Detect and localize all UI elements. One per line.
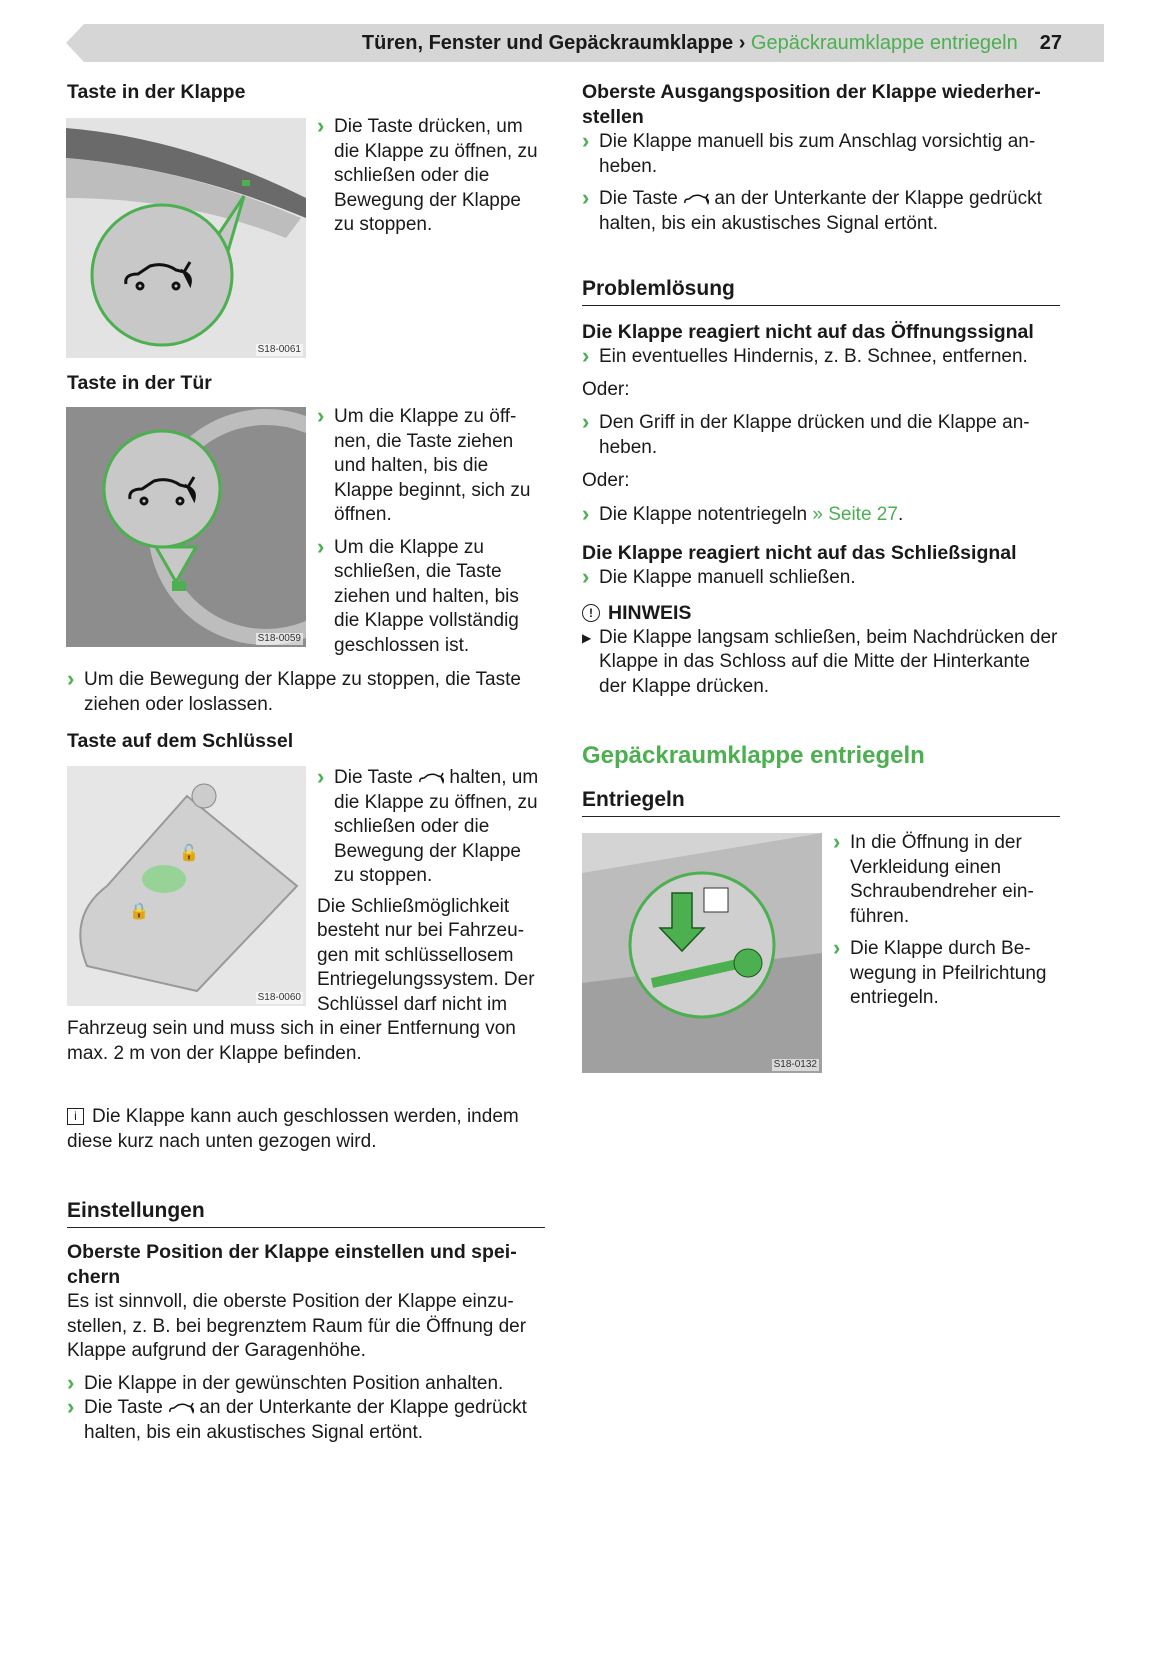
figure-tailgate-button — [66, 118, 306, 358]
release-illustration — [582, 833, 822, 1073]
schluessel-section — [67, 766, 545, 1066]
figure-emergency-release — [582, 833, 822, 1073]
trunk-button-icon — [168, 1402, 194, 1414]
bullet-item — [67, 1396, 545, 1445]
heading-problemloesung: Problemlösung — [582, 275, 1060, 306]
heading-taste-klappe: Taste in der Klappe — [67, 81, 246, 103]
bullet-item: › Die Klappe manuell schließen. — [582, 566, 1060, 591]
keyless-paragraph: Die Schließmöglichkeit besteht nur bei Fahrzeugen mit schlüssellosem Entriegelungssystem. Der Schlüssel darf nicht im Fahrzeug sein und muss sich in einer Entfernung von max. 2 m von der Klappe befinden. — [67, 895, 535, 1064]
bullet-item: › Die Klappe durch Bewegung in Pfeilrichtung entriegeln. — [833, 937, 1060, 1011]
bullet-item: › In die Öffnung in der Verkleidung einen Schraubendreher einführen. — [833, 831, 1060, 929]
problemloesung-section — [582, 275, 1060, 699]
tuer-stop-instruction — [67, 668, 545, 725]
header-row — [100, 31, 1062, 55]
subheading-oeffnungssignal: Die Klappe reagiert nicht auf das Öffnungssignal — [582, 321, 1034, 343]
figure-caption: S18-0059 — [257, 633, 301, 644]
heading-taste-tuer: Taste in der Tür — [67, 372, 212, 394]
unlock-icon: 🔓 — [179, 845, 199, 862]
bullet-text: an der Unterkante der Klappe gedrückt halten, bis ein akustisches Signal ertönt. — [84, 1397, 527, 1443]
bullet-item: › Die Klappe in der gewünschten Position anhalten. — [67, 1372, 545, 1397]
tailgate-illustration — [66, 118, 306, 358]
heading-einstellungen: Einstellungen — [67, 1197, 545, 1228]
key-fob-illustration — [67, 766, 306, 1006]
page-number: 27 — [1039, 32, 1062, 54]
figure-caption: S18-0132 — [773, 1059, 817, 1070]
bullet-item: › Die Taste drücken, um die Klappe zu öffnen, zu schließen oder die Bewegung der Klappe zu stoppen. — [317, 115, 545, 238]
heading-entriegeln: Entriegeln — [582, 786, 1060, 817]
oder-text: Oder: — [582, 378, 630, 400]
bullet-item: › Um die Klappe zu schließen, die Taste ziehen und halten, bis die Klappe vollständig geschlossen ist. — [317, 536, 545, 659]
bullet-item — [582, 187, 1060, 236]
bullet-item — [317, 766, 545, 889]
breadcrumb — [362, 31, 1018, 55]
note-heading — [582, 601, 1060, 626]
breadcrumb-separator: › — [738, 32, 746, 54]
bullet-text: . — [897, 503, 904, 525]
note-title: HINWEIS — [608, 601, 692, 624]
door-illustration — [66, 407, 306, 647]
paragraph: Es ist sinnvoll, die oberste Position der Klappe einzustellen, z. B. bei begrenztem Raum für die Öffnung der Klappe aufgrund der Garagenhöhe. — [67, 1291, 527, 1361]
bullet-text: Die Taste — [334, 767, 413, 788]
bullet-text: halten, um die Klappe zu öffnen, zu schließen oder die Bewegung der Klappe zu stoppen. — [334, 767, 539, 886]
tuer-instructions — [317, 405, 545, 666]
subheading-schliesssignal: Die Klappe reagiert nicht auf das Schließsignal — [582, 542, 1017, 564]
bullet-item — [582, 503, 1060, 528]
figure-caption: S18-0060 — [257, 992, 301, 1003]
warning-icon: ! — [582, 604, 600, 622]
bullet-text: Die Taste — [84, 1397, 163, 1418]
breadcrumb-chapter: Türen, Fenster und Gepäckraumklappe — [361, 32, 734, 54]
oder-text: Oder: — [582, 470, 630, 491]
bullet-item: › Die Klappe manuell bis zum Anschlag vorsichtig anheben. — [582, 130, 1060, 179]
bullet-text: Die Taste — [599, 188, 678, 209]
bullet-text: an der Unterkante der Klappe gedrückt halten, bis ein akustisches Signal ertönt. — [599, 188, 1042, 234]
breadcrumb-section: Gepäckraumklappe entriegeln — [750, 32, 1018, 54]
heading-taste-schluessel: Taste auf dem Schlüssel — [67, 730, 294, 752]
bullet-item: › Ein eventuelles Hindernis, z. B. Schnee, entfernen. — [582, 345, 1060, 370]
ausgangsposition-section — [582, 80, 1060, 244]
klappe-instructions — [317, 115, 545, 246]
bullet-text: Die Klappe notentriegeln — [599, 503, 808, 525]
figure-door-button — [66, 407, 306, 647]
info-note — [67, 1105, 545, 1154]
einstellungen-section — [67, 1197, 545, 1453]
bullet-item: › Um die Klappe zu öffnen, die Taste ziehen und halten, bis die Klappe beginnt, sich zu öffnen. — [317, 405, 545, 528]
trunk-button-icon — [418, 772, 444, 784]
entriegeln-heading-wrap — [582, 786, 1060, 817]
section-title-entriegeln: Gepäckraumklappe entriegeln — [582, 742, 925, 769]
trunk-button-icon — [683, 193, 709, 205]
subheading-oberste-position: Oberste Position der Klappe einstellen und speichern — [67, 1241, 517, 1288]
bullet-item: › Den Griff in der Klappe drücken und die Klappe anheben. — [582, 411, 1060, 460]
page-link[interactable]: » Seite 27 — [812, 503, 898, 525]
heading-ausgangsposition: Oberste Ausgangsposition der Klappe wiederherstellen — [582, 81, 1041, 128]
figure-caption: S18-0061 — [257, 344, 301, 355]
figure-key-fob — [67, 766, 306, 1006]
note-text: ▶ Die Klappe langsam schließen, beim Nachdrücken der Klappe in das Schloss auf die Mitte der Hinterkante der Klappe drücken. — [582, 626, 1060, 700]
lock-icon: 🔒 — [129, 903, 149, 920]
unlock-symbol-icon — [704, 888, 728, 912]
entriegeln-instructions — [833, 831, 1060, 1019]
info-icon: i — [67, 1108, 84, 1125]
info-text: Die Klappe kann auch geschlossen werden, indem diese kurz nach unten gezogen wird. — [67, 1106, 519, 1152]
bullet-item: › Um die Bewegung der Klappe zu stoppen, die Taste ziehen oder loslassen. — [67, 668, 545, 717]
